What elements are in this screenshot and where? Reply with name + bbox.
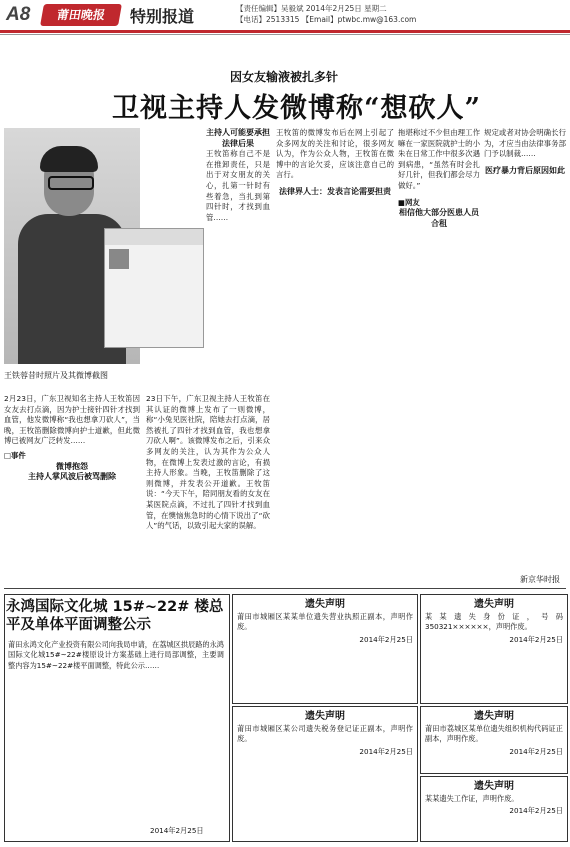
planning-notice-title: 永鸿国际文化城 15#~22# 楼总平及单体平面调整公示 bbox=[6, 599, 224, 633]
lost-notice-2 bbox=[420, 594, 568, 704]
lost-notice-4 bbox=[232, 706, 418, 842]
lost-notice-5 bbox=[420, 776, 568, 842]
lost-notice-date: 2014年2月25日 bbox=[359, 746, 413, 756]
ad-section-rule bbox=[4, 588, 566, 589]
weibo-screenshot bbox=[104, 228, 204, 348]
lost-notice-title: 遗失声明 bbox=[305, 711, 345, 722]
lost-notice-title: 遗失声明 bbox=[305, 599, 345, 610]
photo-person-hair bbox=[40, 146, 98, 172]
col3-body: 王牧笛的微博发布后在网上引起了众多网友的关注和讨论，很多网友认为，作为公众人物，王牧笛在微博中的言论欠妥，应该注意自己的言行。 bbox=[276, 128, 394, 180]
col1-body: 23日下午，广东卫视主持人王牧笛在其认证的微博上发布了一则微博，称“小兔见医社院，陪她去打点滴，居然被扎了四针才找到血管，我也想拿刀砍人啊”。该微博发布之后，引来众多网友的关注，认为其作为公众人物，在微博上发表过激的言论，有损主持人形象。当晚，王牧笛删除了这则微博，并发表公开道歉。王牧笛说：“今天下午，陪同朋友看的女友在某医院点滴，不过扎了四针才找到血管，在懊恼焦急时的心情下说出了“砍人”的气话，以致引起大家的误解。 bbox=[146, 394, 270, 531]
weibo-avatar bbox=[109, 249, 129, 269]
lost-notice-title: 遗失声明 bbox=[474, 711, 514, 722]
photo-caption: 王铁蓉昔时照片及其微博截图 bbox=[4, 371, 108, 380]
article-source: 新京华时报 bbox=[520, 575, 560, 584]
section-title: 特别报道 bbox=[130, 7, 195, 26]
col1-section-label: □事件 bbox=[4, 450, 26, 460]
page-header bbox=[0, 0, 570, 36]
article-headline: 卫视主持人发微博称“想砍人” bbox=[112, 93, 482, 124]
lost-notice-date: 2014年2月25日 bbox=[509, 634, 563, 644]
meta-line1: 【责任编辑】吴毅斌 2014年2月25日 星期二 bbox=[236, 4, 387, 13]
col4-body: 拖堪称过不少但由理工作嘛在一家医院就护士的小朱在日常工作中很多次遇到病患，“虽然有时会扎好几针，但我们都会尽力做好。” bbox=[398, 128, 480, 190]
header-rule-thin bbox=[0, 34, 570, 35]
article-column-2 bbox=[146, 394, 270, 564]
article-kicker: 因女友输液被扎多针 bbox=[230, 70, 339, 84]
lost-notice-body: 莆田市城厢区某某单位遗失营业执照正副本，声明作废。 bbox=[237, 612, 413, 632]
newspaper-logo: 莆田晚报 bbox=[40, 4, 122, 26]
header-rule bbox=[0, 30, 570, 33]
meta-line2: 【电话】2513315 【Email】ptwbc.mw@163.com bbox=[236, 15, 417, 24]
header-meta bbox=[236, 3, 566, 25]
col4-section-label: ■网友 bbox=[398, 197, 420, 207]
lost-notice-1 bbox=[232, 594, 418, 704]
col1-subhead: 微博抱怨 主持人掌风波后被骂删除 bbox=[28, 461, 116, 482]
col5-subhead: 医疗暴力背后原因如此 bbox=[485, 165, 565, 175]
article-column-1 bbox=[4, 394, 140, 564]
page-number: A8 bbox=[6, 4, 31, 25]
planning-notice-body: 莆田永鸿文化产业投资有限公司向我局申请，在荔城区拱辰路的永鸿国际文化城15#~22#楼原设计方案基础上进行局部调整，主要调整内容为15#~22#楼平面调整，特此公示…… bbox=[8, 640, 224, 670]
lost-notice-body: 某某遗失工作证，声明作废。 bbox=[425, 794, 519, 803]
col2-subhead: 主持人可能要承担法律后果 bbox=[206, 128, 270, 148]
article-column-5 bbox=[484, 128, 566, 568]
col3-subhead: 法律界人士：发表言论需要担责 bbox=[279, 186, 391, 196]
lost-notice-date: 2014年2月25日 bbox=[509, 746, 563, 756]
article-column-2-upper bbox=[206, 128, 270, 388]
photo-person-glasses bbox=[48, 176, 94, 190]
lost-notice-date: 2014年2月25日 bbox=[359, 634, 413, 644]
lost-notice-body: 某某遗失身份证，号码350321××××××，声明作废。 bbox=[425, 612, 563, 632]
col4-subhead: 相信他大部分医患人员合租 bbox=[399, 208, 479, 228]
weibo-titlebar bbox=[105, 229, 203, 245]
article-column-3 bbox=[276, 128, 394, 564]
article-column-4 bbox=[398, 128, 480, 564]
lost-notice-body: 莆田市荔城区某单位遗失组织机构代码证正副本，声明作废。 bbox=[425, 724, 563, 744]
col1-lead: 2月23日，广东卫视知名主持人王牧笛因女友去打点滴，因为护士接针四针才找到血管，他发微博称“我也想拿刀砍人”，当晚，王牧笛删除微博向护士道歉，但此微博已被网友广泛转发…… bbox=[4, 394, 140, 446]
lost-notice-body: 莆田市城厢区某公司遗失税务登记证正副本，声明作废。 bbox=[237, 724, 413, 744]
lost-notice-title: 遗失声明 bbox=[474, 599, 514, 610]
planning-notice-date: 2014年2月25日 bbox=[150, 826, 204, 835]
lost-notice-title: 遗失声明 bbox=[474, 781, 514, 792]
col2-body: 王牧笛称自己不是在推卸责任，只是出于对女朋友的关心，扎第一针时有些着急，当扎到第四针时，才找到血管…… bbox=[206, 149, 270, 222]
lost-notice-date: 2014年2月25日 bbox=[509, 806, 563, 816]
lost-notice-3 bbox=[420, 706, 568, 774]
col5-body: 规定或者对协会明确长行为，才应当由法律事务部门予以制裁…… bbox=[484, 128, 566, 159]
